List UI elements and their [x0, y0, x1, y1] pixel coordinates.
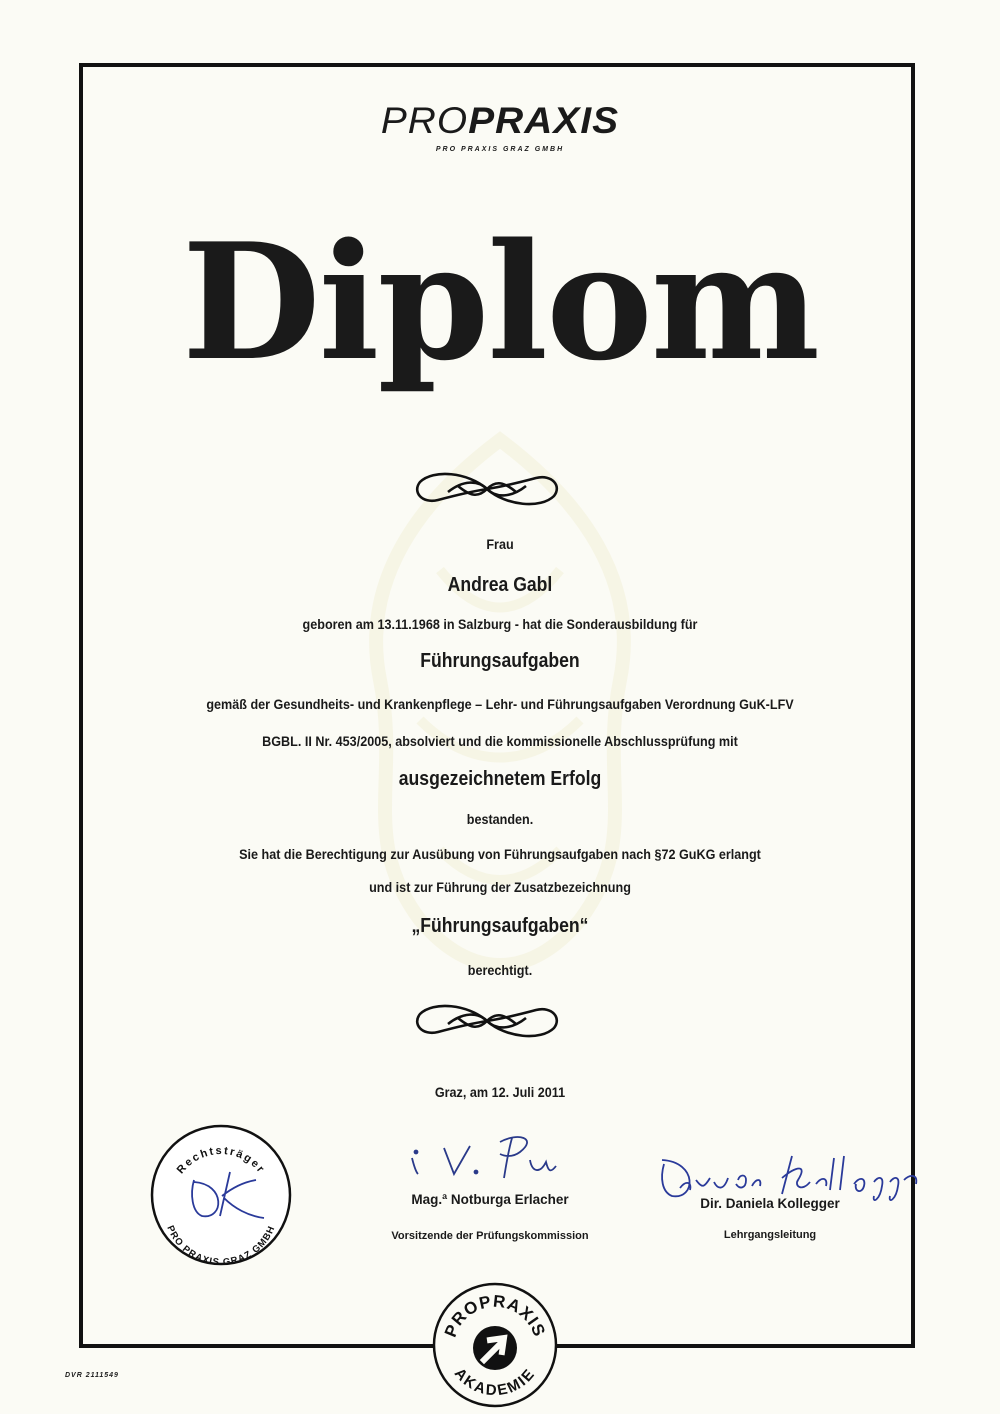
course-title: Führungsaufgaben [420, 650, 580, 672]
page-title: Diplom [181, 208, 819, 396]
birth-line: geboren am 13.11.1968 in Salzburg - hat die Sonderausbildung für [302, 616, 698, 632]
passed-text: bestanden. [466, 811, 534, 827]
flourish-ornament-icon [408, 996, 566, 1046]
propraxis-logo [0, 100, 1000, 142]
right-signatory-name: Dir. Daniela Kollegger [700, 1196, 840, 1211]
logo-bold-text: PRAXIS [468, 100, 620, 141]
salutation: Frau [486, 536, 514, 552]
signature-left-icon [400, 1128, 580, 1184]
dvr-number: DVR 2111549 [65, 1372, 119, 1379]
logo-subtitle: PRO PRAXIS GRAZ GMBH [435, 146, 565, 153]
flourish-ornament-icon [408, 464, 566, 514]
left-signatory-name: Mag.ª Notburga Erlacher [411, 1192, 569, 1207]
logo-light-text: PRO [380, 100, 469, 141]
right-signatory-role: Lehrgangsleitung [723, 1229, 817, 1241]
seal-top-text: Rechtsträger [174, 1144, 268, 1177]
akademie-bottom-text: AKADEMIE [450, 1364, 540, 1400]
akademie-top-text: PROPRAXIS [440, 1291, 550, 1340]
regulation-line: gemäß der Gesundheits- und Krankenpflege – Lehr- und Führungsaufgaben Verordnung GuK-LFV [206, 696, 794, 712]
designation-line: und ist zur Führung der Zusatzbezeichnung [369, 879, 631, 895]
authorization-line: Sie hat die Berechtigung zur Ausübung von Führungsaufgaben nach §72 GuKG erlangt [239, 846, 761, 862]
seal-bottom-text: PRO PRAXIS GRAZ GMBH [164, 1223, 278, 1268]
designation-title: „Führungsaufgaben“ [411, 915, 589, 937]
recipient-name: Andrea Gabl [447, 574, 553, 596]
propraxis-akademie-logo [432, 1282, 558, 1408]
company-seal-icon [148, 1122, 294, 1268]
entitled-text: berechtigt. [467, 962, 533, 978]
left-signatory-role: Vorsitzende der Prüfungskommission [391, 1230, 589, 1242]
place-date: Graz, am 12. Juli 2011 [434, 1084, 566, 1100]
law-line: BGBL. II Nr. 453/2005, absolviert und die kommissionelle Abschlussprüfung mit [262, 733, 738, 749]
grade-text: ausgezeichnetem Erfolg [398, 768, 602, 790]
